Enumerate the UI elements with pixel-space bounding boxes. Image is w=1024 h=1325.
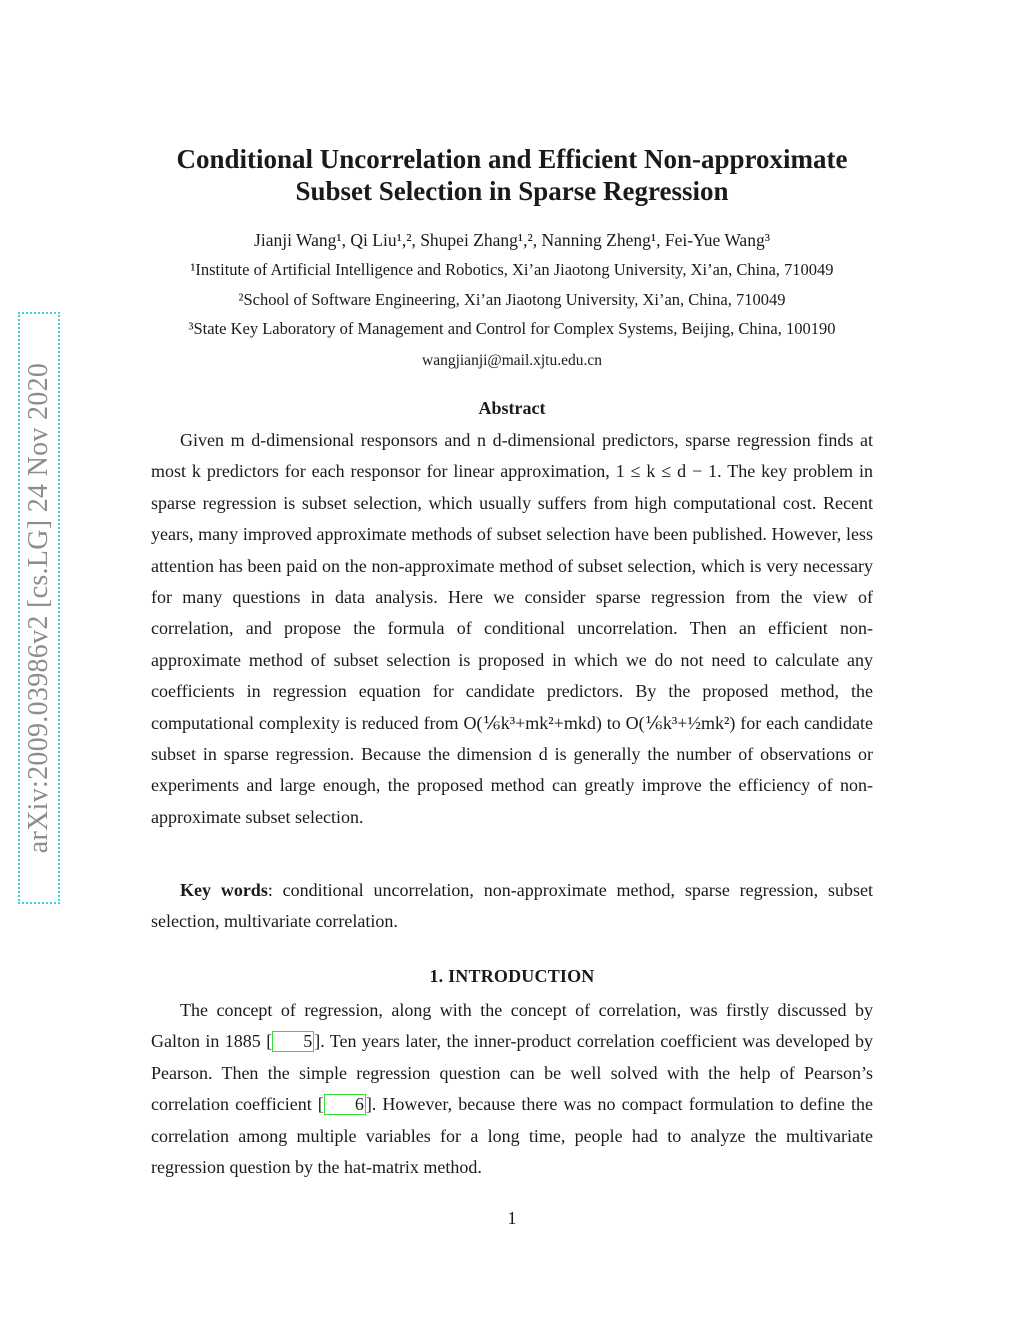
page-number: 1 <box>507 1208 517 1228</box>
keywords-paragraph <box>151 875 873 938</box>
paper-title-line-1: Conditional Uncorrelation and Efficient Non-approximate <box>176 144 848 174</box>
arxiv-identifier[interactable]: arXiv:2009.03986v2 [cs.LG] 24 Nov 2020 <box>23 362 54 854</box>
introduction-paragraph <box>151 995 873 1183</box>
abstract-heading: Abstract <box>478 398 546 418</box>
keywords-label: Key words <box>180 880 268 900</box>
citation-link-5[interactable]: 5 <box>272 1031 314 1052</box>
intro-text-part-3: ]. However, because there was no compact formulation to define the correlation among multiple variables for a long time, people had to analyze the multivariate regression question by the hat-matrix method. <box>151 1094 874 1178</box>
introduction-heading: 1. INTRODUCTION <box>429 966 595 986</box>
contact-email[interactable]: wangjianji@mail.xjtu.edu.cn <box>422 352 602 369</box>
keywords-text: : conditional uncorrelation, non-approximate method, sparse regression, subset selection, multivariate correlation. <box>151 880 873 932</box>
author-list: Jianji Wang¹, Qi Liu¹,², Shupei Zhang¹,², Nanning Zheng¹, Fei-Yue Wang³ <box>254 230 770 250</box>
abstract-section <box>151 425 873 833</box>
keywords-section <box>151 875 873 938</box>
paper-title <box>130 143 894 207</box>
citation-link-6[interactable]: 6 <box>324 1094 366 1115</box>
intro-text-part-2: ]. Ten years later, the inner-product correlation coefficient was developed by Pearson. Then the simple regression question can be well solved with the help of Pearson’s correlation coefficient [ <box>151 1031 873 1115</box>
affiliation-3: ³State Key Laboratory of Management and Control for Complex Systems, Beijing, China, 100190 <box>188 319 836 338</box>
introduction-section <box>151 995 873 1183</box>
intro-text-part-1: The concept of regression, along with the concept of correlation, was firstly discussed by Galton in 1885 [ <box>151 1000 873 1052</box>
arxiv-stamp-box <box>18 312 60 904</box>
affiliation-2: ²School of Software Engineering, Xi’an Jiaotong University, Xi’an, China, 710049 <box>238 290 786 309</box>
affiliation-1: ¹Institute of Artificial Intelligence and Robotics, Xi’an Jiaotong University, Xi’an, China, 710049 <box>190 260 834 279</box>
paper-title-line-2: Subset Selection in Sparse Regression <box>295 176 729 206</box>
abstract-body: Given m d-dimensional responsors and n d-dimensional predictors, sparse regression finds at most k predictors for each responsor for linear approximation, 1 ≤ k ≤ d − 1. The key problem in sparse regression is subset selection, which usually suffers from high computational cost. Recent years, many improved approximate methods of subset selection have been published. However, less attention has been paid on the non-approximate method of subset selection, which is very necessary for many questions in data analysis. Here we consider sparse regression from the view of correlation, and propose the formula of conditional uncorrelation. Then an efficient non-approximate method of subset selection is proposed in which we do not need to calculate any coefficients in regression equation for candidate predictors. By the proposed method, the computational complexity is reduced from O(⅙k³+mk²+mkd) to O(⅙k³+½mk²) for each candidate subset in sparse regression. Because the dimension d is generally the number of observations or experiments and large enough, the proposed method can greatly improve the efficiency of non-approximate subset selection. <box>151 430 873 827</box>
